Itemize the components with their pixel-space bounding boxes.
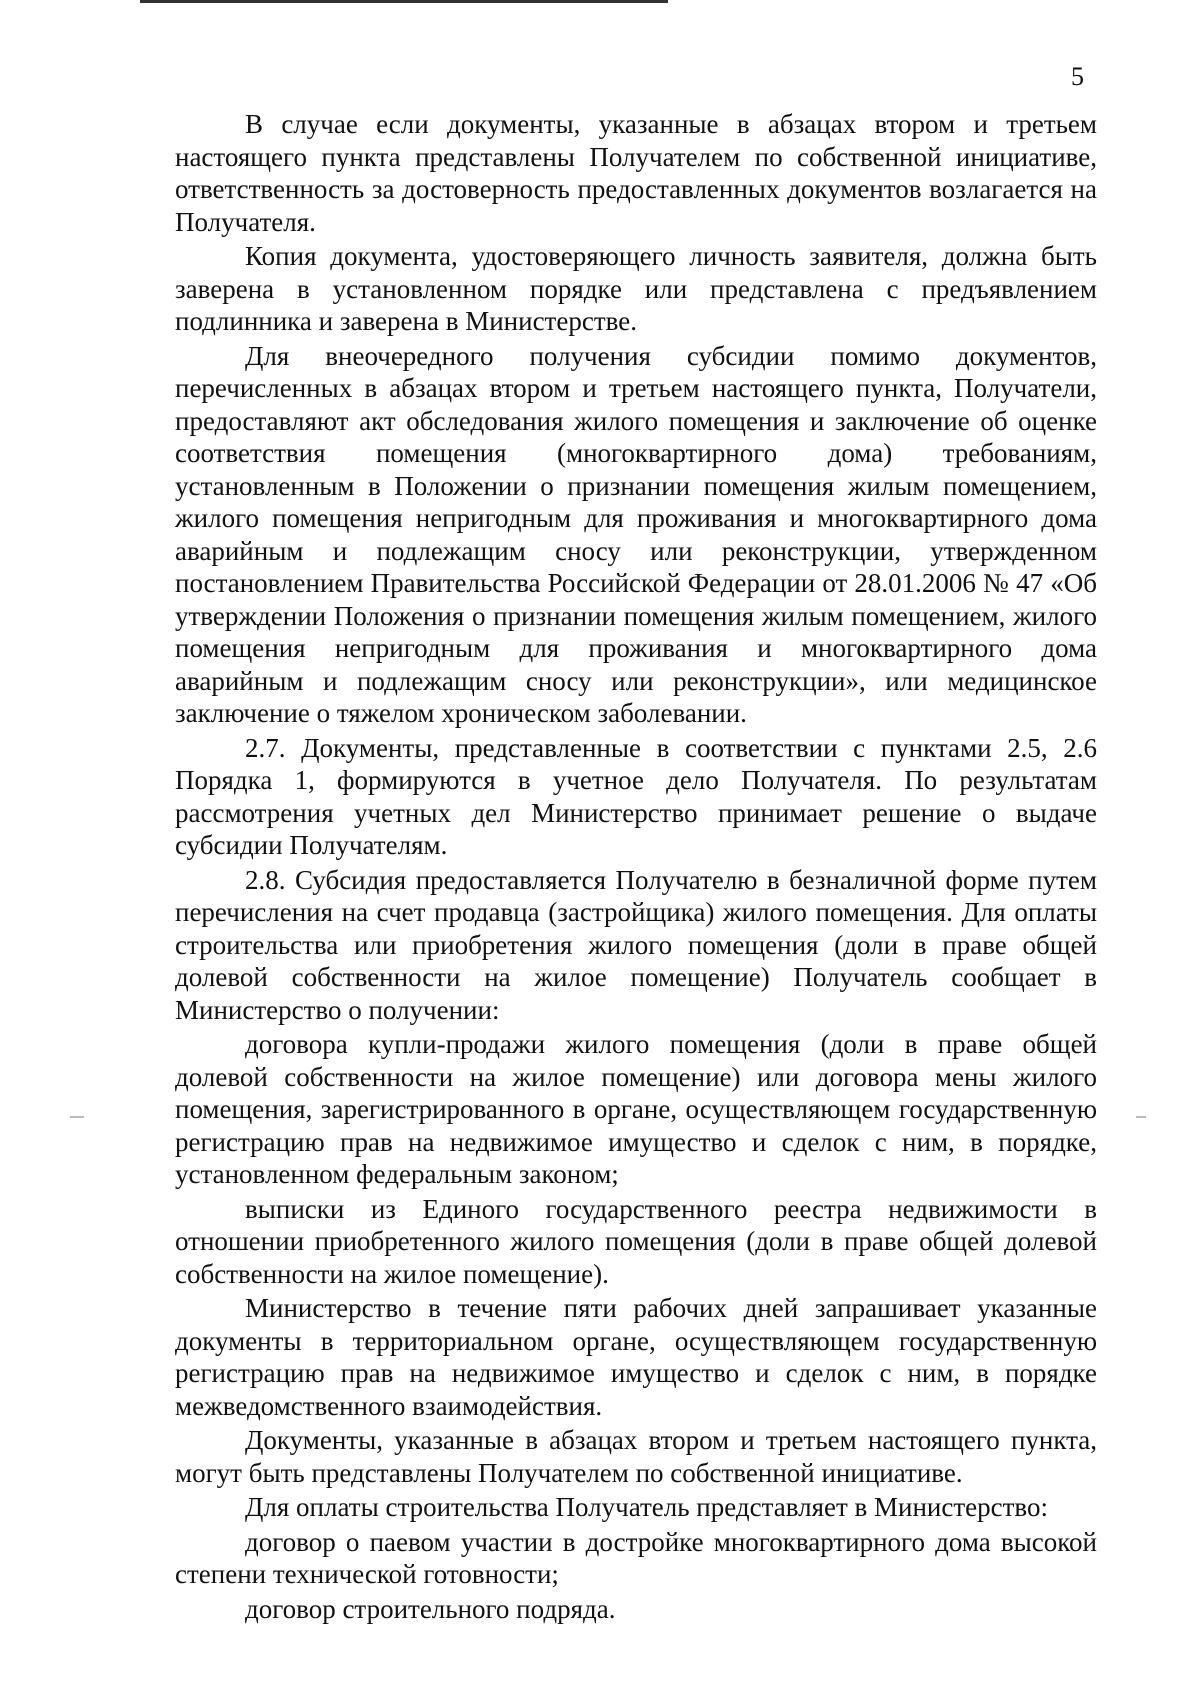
paragraph-12: договор строительного подряда. xyxy=(245,1593,616,1624)
scan-mark-left xyxy=(70,1116,84,1118)
paragraph-3: Для внеочередного получения субсидии помимо документов, перечисленных в абзацах втором и третьем настоящего пункта, Получатели, предоставляют акт обследования жилого помещения и заключение об оценке соответствия помещения (многоквартирного дома) требованиям, установленным в Положении о признании помещения жилым помещением, жилого помещения непригодным для проживания и многоквартирного дома аварийным и подлежащим сносу или реконструкции, утвержденном постановлением Правительства Российской Федерации от 28.01.2006 № 47 «Об утверждении Положения о признании помещения жилым помещением, жилого помещения непригодным для проживания и многоквартирного дома аварийным и подлежащим сносу или реконструкции», или медицинское заключение о тяжелом хроническом заболевании. xyxy=(175,340,1097,728)
paragraph-7: выписки из Единого государственного реестра недвижимости в отношении приобретенного жилого помещения (доли в праве общей долевой собственности на жилое помещение). xyxy=(175,1193,1097,1289)
paragraph-2: Копия документа, удостоверяющего личность заявителя, должна быть заверена в установленном порядке или представлена с предъявлением подлинника и заверена в Министерстве. xyxy=(175,241,1097,336)
paragraph-5: 2.8. Субсидия предоставляется Получателю в безналичной форме путем перечисления на счет продавца (застройщика) жилого помещения. Для оплаты строительства или приобретения жилого помещения (доли в праве общей долевой собственности на жилое помещение) Получатель сообщает в Министерство о получении: xyxy=(175,864,1097,1025)
page-number: 5 xyxy=(1071,62,1084,91)
paragraph-10: Для оплаты строительства Получатель представляет в Министерство: xyxy=(245,1492,1048,1522)
paragraph-1: В случае если документы, указанные в абзацах втором и третьем настоящего пункта представлены Получателем по собственной инициативе, ответственность за достоверность предоставленных документов возлагается на Получателя. xyxy=(175,109,1097,237)
top-rule-divider xyxy=(140,0,668,3)
paragraph-8: Министерство в течение пяти рабочих дней запрашивает указанные документы в территориальном органе, осуществляющем государственную регистрацию прав на недвижимое имущество и сделок с ним, в порядке межведомственного взаимодействия. xyxy=(175,1293,1097,1421)
paragraph-4: 2.7. Документы, представленные в соответствии с пунктами 2.5, 2.6 Порядка 1, формируются в учетное дело Получателя. По результатам рассмотрения учетных дел Министерство принимает решение о выдаче субсидии Получателям. xyxy=(175,732,1097,860)
paragraph-9: Документы, указанные в абзацах втором и третьем настоящего пункта, могут быть представлены Получателем по собственной инициативе. xyxy=(175,1425,1097,1488)
scan-mark-right xyxy=(1136,1116,1146,1118)
paragraph-6: договора купли-продажи жилого помещения (доли в праве общей долевой собственности на жилое помещение) или договора мены жилого помещения, зарегистрированного в органе, осуществляющем государственную регистрацию прав на недвижимое имущество и сделок с ним, в порядке, установленном федеральным законом; xyxy=(175,1029,1097,1189)
document-body xyxy=(175,108,1097,1627)
paragraph-11: договор о паевом участии в достройке многоквартирного дома высокой степени технической готовности; xyxy=(175,1526,1097,1589)
